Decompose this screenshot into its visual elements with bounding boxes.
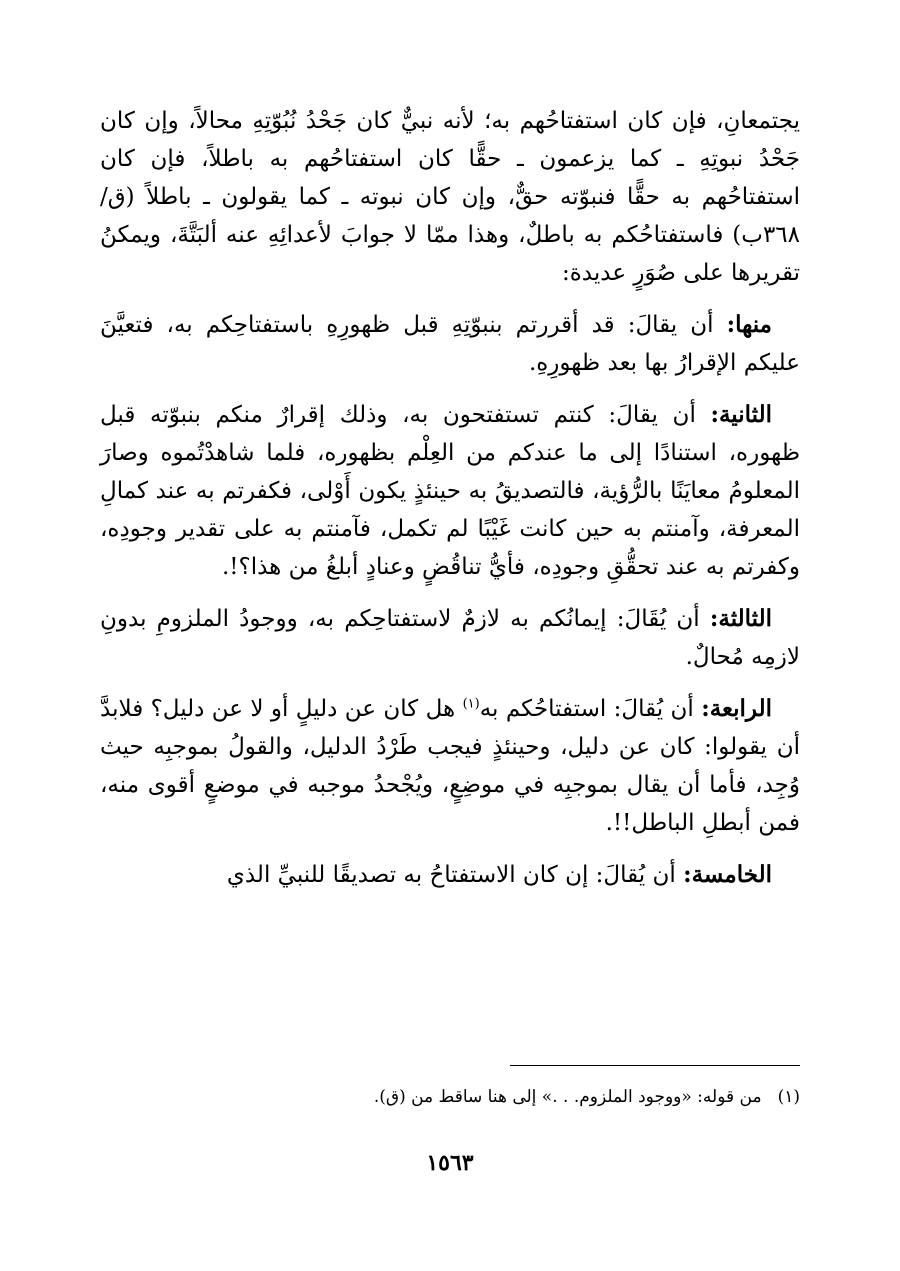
paragraph-second-form [100, 396, 800, 586]
paragraph-first-form [100, 306, 800, 382]
paragraph-fifth-form [100, 856, 800, 894]
third-form-text: أن يُقَالَ: إيمانُكم به لازمٌ لاستفتاحِكم به، ووجودُ الملزومِ بدونِ لازمِه مُحالٌ. [100, 606, 800, 670]
paragraph-third-form [100, 600, 800, 676]
first-form-label: منها: [726, 311, 772, 338]
fifth-form-text: أن يُقالَ: إن كان الاستفتاحُ به تصديقًا للنبيِّ الذي [226, 862, 684, 888]
fourth-form-text-b: هل كان عن دليلٍ أو لا عن دليل؟ فلابدَّ أن يقولوا: كان عن دليل، وحينئذٍ فيجب طَرْدُ الدليل، والقولُ بموجبِه حيث وُجِد، فأما أن يقال بموجبِه في موضِعٍ، ويُجْحدُ موجبه في موضعٍ أقوى منه، فمن أبطلِ الباطل!!. [100, 696, 800, 836]
third-form-label: الثالثة: [709, 605, 772, 632]
fourth-form-label: الرابعة: [701, 695, 772, 722]
page-number: ١٥٦٣ [426, 1150, 474, 1176]
second-form-text: أن يقالَ: كنتم تستفتحون به، وذلك إقرارٌ منكم بنبوّته قبل ظهوره، استنادًا إلى ما عندكم من العِلْم بظهوره، فلما شاهدْتُموه وصارَ المعلومُ معايَنًا بالرُّؤية، فالتصديقُ به حينئذٍ يكون أَوْلى، فكفرتم به عند كمالِ المعرفة، وآمنتم به حين كانت غَيْبًا لم تكمل، فآمنتم به على تقدير وجودِه، وكفرتم به عند تحقُّقِ وجودِه، فأيُّ تناقُضٍ وعنادٍ أبلغُ من هذا؟!. [100, 402, 800, 580]
fifth-form-label: الخامسة: [683, 861, 772, 888]
footnote-reference: (١) [462, 696, 480, 712]
footnote-divider [510, 1065, 800, 1066]
footnote-text: من قوله: «ووجود الملزوم. . .» إلى هنا ساقط من (ق). [373, 1087, 762, 1107]
fourth-form-text-a: أن يُقالَ: استفتاحُكم به [479, 696, 702, 722]
first-form-text: أن يقالَ: قد أقررتم بنبوّتِهِ قبل ظهورِهِ باستفتاحِكم به، فتعيَّنَ عليكم الإقرارُ بها بعد ظهورِهِ. [100, 312, 800, 376]
footnote-number: (١) [777, 1087, 800, 1107]
paragraph-intro-text: يجتمعانِ، فإن كان استفتاحُهم به؛ لأنه نبيٌّ كان جَحْدُ نُبُوّتِهِ محالاً، وإن كان جَحْدُ نبوتِهِ ـ كما يزعمون ـ حقًّا كان استفتاحُهم به باطلاً، فإن كان استفتاحُهم به حقًّا فنبوّته حقٌّ، وإن كان نبوته ـ كما يقولون ـ باطلاً (ق/٣٦٨ب) فاستفتاحُكم به باطلٌ، وهذا ممّا لا جوابَ لأعدائِهِ عنه ألبَتَّةَ، ويمكنُ تقريرها على صُوَرٍ عديدة: [100, 108, 800, 286]
second-form-label: الثانية: [710, 401, 772, 428]
paragraph-fourth-form [100, 690, 800, 842]
paragraph-intro [100, 102, 800, 292]
footnote [100, 1084, 800, 1110]
page-body [100, 102, 800, 894]
